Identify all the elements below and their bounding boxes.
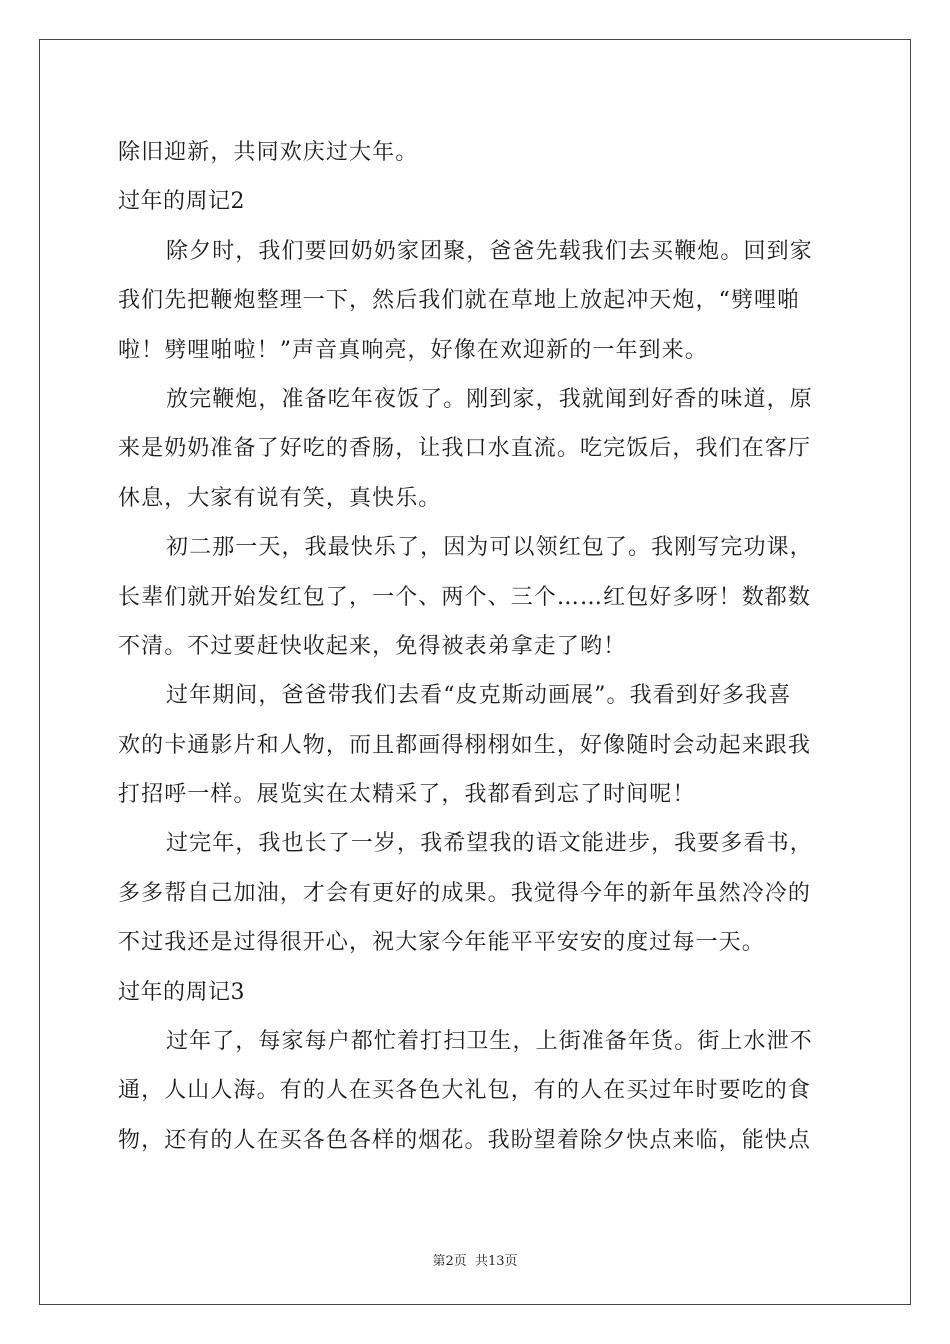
text-line: 除旧迎新，共同欢庆过大年。	[118, 140, 419, 165]
text-line: 啦！劈哩啪啦！”声音真响亮，好像在欢迎新的一年到来。	[118, 337, 708, 363]
text-line: 欢的卡通影片和人物，而且都画得栩栩如生，好像随时会动起来跟我	[118, 732, 812, 758]
text-line: 打招呼一样。展览实在太精采了，我都看到忘了时间呢！	[118, 782, 696, 808]
paragraph-first-line: 初二那一天，我最快乐了，因为可以领红包了。我刚写完功课，	[166, 535, 813, 561]
paragraph-first-line: 过年了，每家每户都忙着打扫卫生，上街准备年货。街上水泄不	[166, 1029, 813, 1055]
text-line: 来是奶奶准备了好吃的香肠，让我口水直流。吃完饭后，我们在客厅	[118, 436, 812, 462]
page-footer	[0, 1250, 950, 1269]
text-line: 通，人山人海。有的人在买各色大礼包，有的人在买过年时要吃的食	[118, 1078, 812, 1104]
paragraph-first-line: 过年期间，爸爸带我们去看“皮克斯动画展”。我看到好多我喜	[166, 683, 792, 709]
text-line: 不过我还是过得很开心，祝大家今年能平平安安的度过每一天。	[118, 930, 765, 956]
text-line: 物，还有的人在买各色各样的烟花。我盼望着除夕快点来临，能快点	[118, 1127, 812, 1153]
page-total: 共13页	[474, 1254, 518, 1269]
text-line: 多多帮自己加油，才会有更好的成果。我觉得今年的新年虽然冷冷的	[118, 880, 812, 906]
section-heading: 过年的周记3	[118, 979, 245, 1005]
document-body	[118, 128, 838, 1165]
page-number: 第2页	[432, 1254, 467, 1269]
paragraph-first-line: 除夕时，我们要回奶奶家团聚，爸爸先载我们去买鞭炮。回到家	[166, 238, 813, 264]
paragraph-first-line: 过完年，我也长了一岁，我希望我的语文能进步，我要多看书，	[166, 831, 813, 857]
text-line: 不清。不过要赶快收起来，免得被表弟拿走了哟！	[118, 633, 627, 659]
paragraph-first-line: 放完鞭炮，准备吃年夜饭了。刚到家，我就闻到好香的味道，原	[166, 386, 813, 412]
text-line: 休息，大家有说有笑，真快乐。	[118, 485, 442, 511]
section-heading: 过年的周记2	[118, 189, 245, 215]
text-line: 我们先把鞭炮整理一下，然后我们就在草地上放起冲天炮，“劈哩啪	[118, 288, 801, 314]
text-line: 长辈们就开始发红包了，一个、两个、三个……红包好多呀！数都数	[118, 584, 812, 610]
